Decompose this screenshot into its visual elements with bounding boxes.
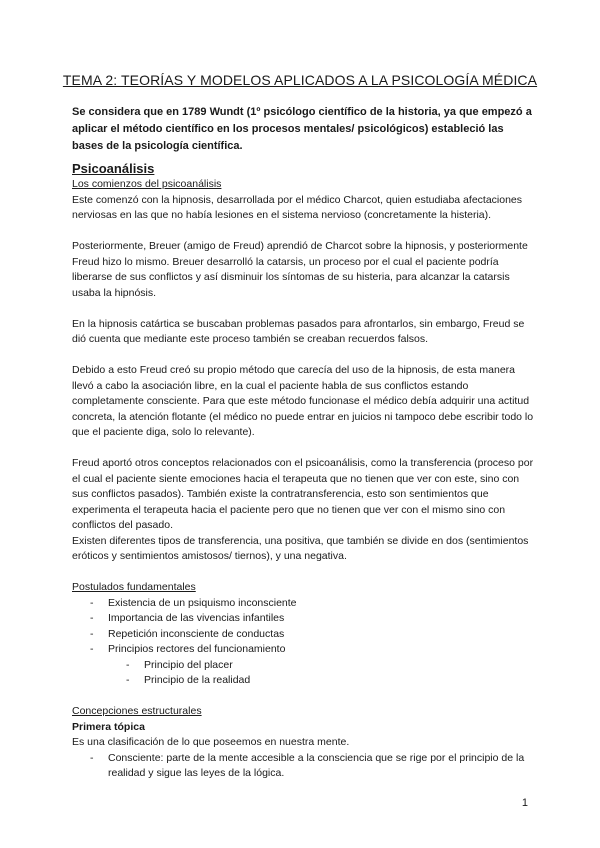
- nested-list-item: - Principio de la realidad: [72, 673, 534, 689]
- paragraph: En la hipnosis catártica se buscaban problemas pasados para afrontarlos, sin embargo, Freud se dió cuenta que mediante este proceso también se creaban recuerdos falsos.: [72, 317, 525, 345]
- subheading-concepciones: Concepciones estructurales: [72, 705, 202, 717]
- section-heading: Psicoanálisis: [72, 161, 155, 176]
- subheading-postulados: Postulados fundamentales: [72, 581, 196, 593]
- subheading-comienzos: Los comienzos del psicoanálisis: [72, 178, 222, 190]
- paragraph: Freud aportó otros conceptos relacionados con el psicoanálisis, como la transferencia (proceso por el cual el paciente siente emociones hacia el terapeuta que no tienen que ver con este, sino con sus conflictos pasados). También existe la contratransferencia, esto son sentimientos que experimenta el terapeuta hacia el paciente pero que no tienen que ver con el mismo sino con conflictos del pasado.: [72, 457, 534, 531]
- paragraph: Existen diferentes tipos de transferencia, una positiva, que también se divide en dos (sentimientos eróticos y sentimientos amistosos/ tiernos), y una negativa.: [72, 534, 529, 562]
- intro-paragraph: Se considera que en 1789 Wundt (1º psicólogo científico de la historia, ya que empezó a aplicar el método científico en los procesos mentales/ psicológicos) estableció las bases de la psicología científica.: [72, 106, 532, 152]
- list-item: - Principios rectores del funcionamiento: [72, 642, 534, 658]
- main-content: [72, 160, 534, 782]
- paragraph: Este comenzó con la hipnosis, desarrollada por el médico Charcot, quien estudiaba afectaciones nerviosas en las que no había lesiones en el sistema nervioso (concretamente la histeria).: [72, 193, 523, 221]
- nested-list-item: - Principio del placer: [72, 658, 534, 674]
- topica-list: [72, 751, 534, 782]
- page-title: TEMA 2: TEORÍAS Y MODELOS APLICADOS A LA PSICOLOGÍA MÉDICA: [62, 72, 538, 88]
- paragraph: Posteriormente, Breuer (amigo de Freud) aprendió de Charcot sobre la hipnosis, y posteriormente Freud hizo lo mismo. Breuer desarrolló la catarsis, un proceso por el cual el paciente podría liberarse de sus conflictos y así disminuir los síntomas de su histeria, para alcanzar la catarsis usaba la hipnósis.: [72, 240, 528, 299]
- subheading-primera-topica: Primera tópica: [72, 720, 145, 733]
- paragraph: Es una clasificación de lo que poseemos en nuestra mente.: [72, 736, 350, 748]
- list-item: - Existencia de un psiquismo inconsciente: [72, 596, 534, 612]
- postulados-list: [72, 596, 534, 689]
- paragraph: Debido a esto Freud creó su propio método que carecía del uso de la hipnosis, de esta manera llevó a cabo la asociación libre, en la cual el paciente habla de sus conflictos estando completamente consciente. Para que este método funcionase el médico debía adquirir una actitud concreta, la atención flotante (el médico no puede entrar en juicios ni tampoco debe escribir todo lo que el paciente diga, solo lo relevante).: [72, 364, 534, 438]
- list-item: - Importancia de las vivencias infantiles: [72, 611, 534, 627]
- list-item: - Consciente: parte de la mente accesible a la consciencia que se rige por el principio de la realidad y sigue las leyes de la lógica.: [72, 751, 534, 782]
- list-item: - Repetición inconsciente de conductas: [72, 627, 534, 643]
- page-number: 1: [521, 797, 528, 809]
